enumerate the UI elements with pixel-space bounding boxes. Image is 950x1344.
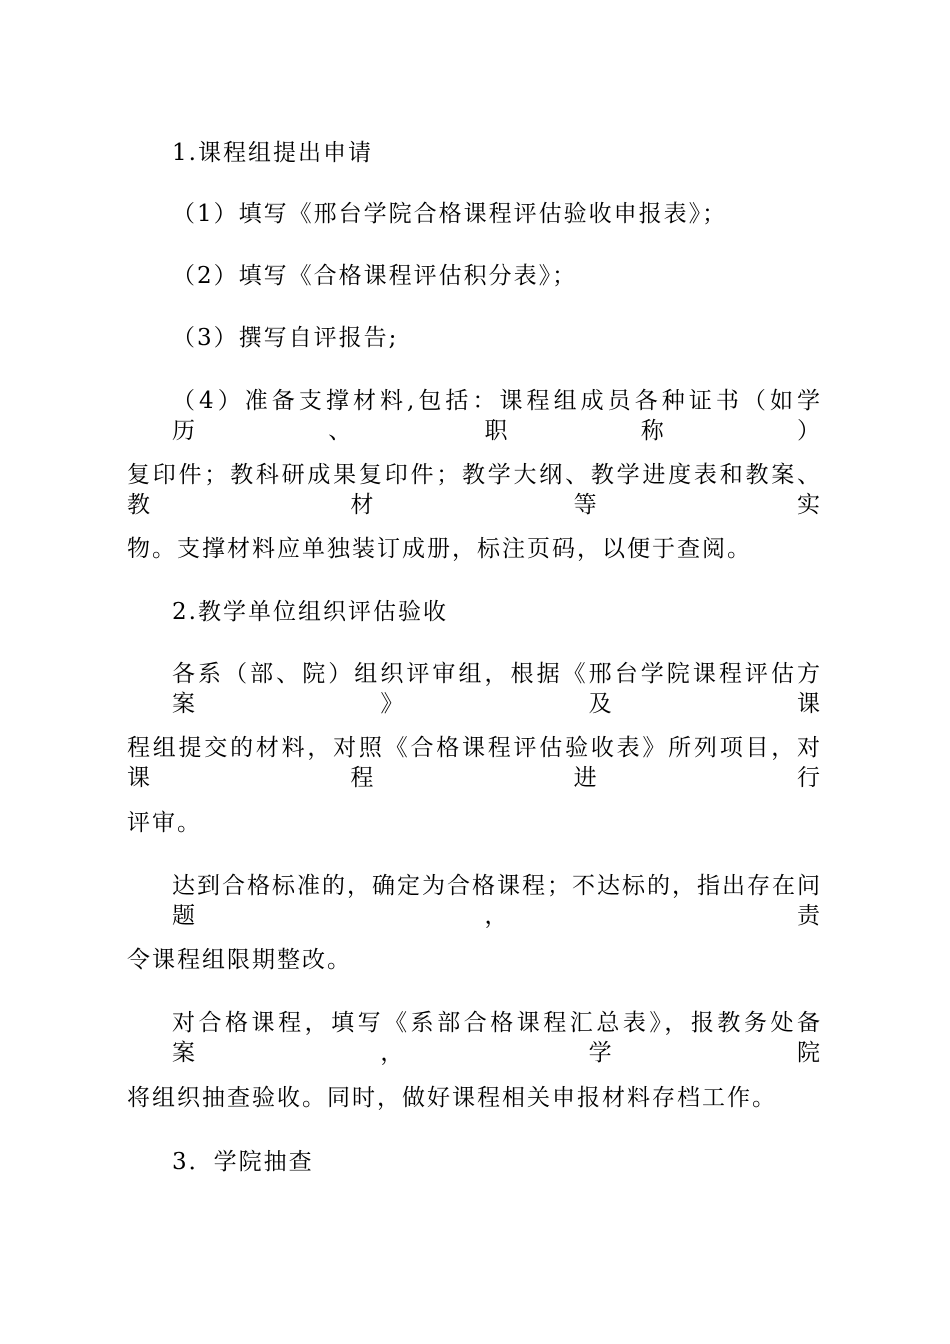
paragraph-review-line-2: 程组提交的材料，对照《合格课程评估验收表》所列项目，对课程进行 xyxy=(127,735,822,791)
section-heading-2: 2.教学单位组织评估验收 xyxy=(172,599,448,625)
paragraph-summary-line-1: 对合格课程，填写《系部合格课程汇总表》，报教务处备案，学院 xyxy=(172,1010,822,1066)
section-heading-1: 1.课程组提出申请 xyxy=(172,140,373,166)
paragraph-item-3: （3）撰写自评报告; xyxy=(172,325,399,351)
paragraph-standard-line-1: 达到合格标准的，确定为合格课程；不达标的，指出存在问题，责 xyxy=(172,873,822,929)
paragraph-summary-line-2: 将组织抽查验收。同时，做好课程相关申报材料存档工作。 xyxy=(127,1085,777,1111)
paragraph-item-2: （2）填写《合格课程评估积分表》； xyxy=(172,263,578,289)
paragraph-standard-line-2: 令课程组限期整改。 xyxy=(127,947,352,973)
paragraph-item-1: （1）填写《邢台学院合格课程评估验收申报表》； xyxy=(172,201,728,227)
section-heading-3: 3．学院抽查 xyxy=(172,1149,314,1175)
paragraph-item-4-line-1: （4）准备支撑材料,包括：课程组成员各种证书（如学历、职称） xyxy=(172,388,822,444)
paragraph-review-line-3: 评审。 xyxy=(127,810,202,836)
paragraph-review-line-1: 各系（部、院）组织评审组，根据《邢台学院课程评估方案》及课 xyxy=(172,661,822,717)
paragraph-item-4-line-3: 物。支撑材料应单独装订成册，标注页码，以便于查阅。 xyxy=(127,536,752,562)
paragraph-item-4-line-2: 复印件；教科研成果复印件；教学大纲、教学进度表和教案、教材等实 xyxy=(127,462,822,518)
